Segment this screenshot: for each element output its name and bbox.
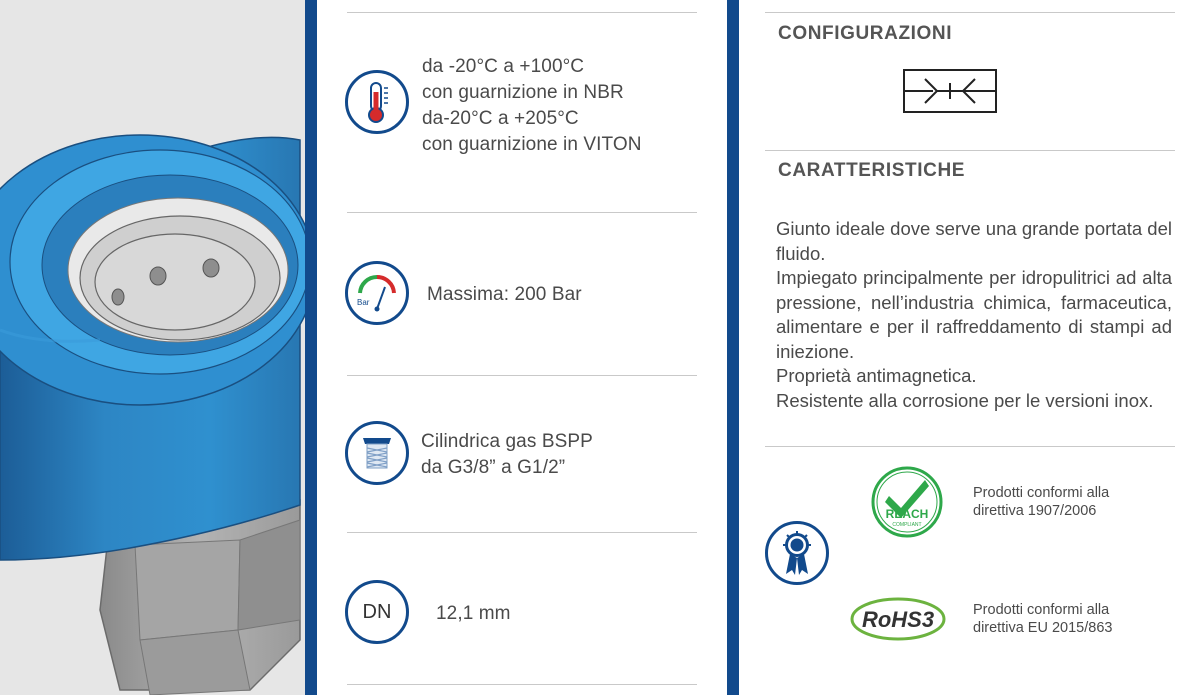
dn-icon-badge <box>345 580 409 644</box>
spec-line: con guarnizione in NBR <box>422 82 624 103</box>
separator <box>347 684 697 685</box>
gauge-unit-label: Bar <box>357 298 370 307</box>
temperature-range-text <box>422 54 642 158</box>
caratteristiche-description <box>776 217 1172 413</box>
cert-line: direttiva EU 2015/863 <box>973 620 1113 636</box>
spec-line: da -20°C a +100°C <box>422 56 585 77</box>
separator <box>765 12 1175 13</box>
dn-text: 12,1 mm <box>436 603 511 624</box>
left-divider-bar <box>305 0 317 695</box>
coupling-symbol-icon <box>903 69 997 113</box>
reach-compliance-text <box>973 484 1109 520</box>
description-paragraph: Proprietà antimagnetica. <box>776 365 977 386</box>
thread-icon <box>357 433 397 473</box>
spec-line: da G3/8” a G1/2” <box>421 457 566 478</box>
temperature-icon-badge <box>345 70 409 134</box>
description-paragraph: Impiegato principalmente per idropulitrici ad alta pressione, nell’industria chimica, farmaceutica, alimentare e per il raffreddamento di stampi ad iniezione. <box>776 267 1172 362</box>
description-paragraph: Resistente alla corrosione per le versioni inox. <box>776 389 1154 411</box>
product-image <box>0 0 306 695</box>
rohs-compliance-text <box>973 601 1112 637</box>
award-ribbon-icon <box>780 530 814 576</box>
caratteristiche-title: CARATTERISTICHE <box>778 160 966 181</box>
separator <box>347 375 697 376</box>
spec-line: da-20°C a +205°C <box>422 108 579 129</box>
separator <box>765 150 1175 151</box>
middle-divider-bar <box>727 0 739 695</box>
reach-logo <box>871 466 943 538</box>
cert-line: Prodotti conformi alla <box>973 485 1110 501</box>
dn-label: DN <box>362 600 392 623</box>
thread-icon-badge <box>345 421 409 485</box>
cert-line: direttiva 1907/2006 <box>973 503 1097 519</box>
reach-logo-subtext: COMPLIANT <box>892 522 922 528</box>
thermometer-icon <box>357 80 397 124</box>
spec-line: con guarnizione in VITON <box>422 134 642 155</box>
configurazioni-title: CONFIGURAZIONI <box>778 23 953 44</box>
spec-line: Cilindrica gas BSPP <box>421 431 593 452</box>
rohs-logo-text: RoHS3 <box>861 607 935 632</box>
pressure-text: Massima: 200 Bar <box>427 284 582 305</box>
separator <box>347 532 697 533</box>
rohs-logo <box>849 596 947 642</box>
separator <box>347 212 697 213</box>
cert-line: Prodotti conformi alla <box>973 602 1110 618</box>
pressure-icon-badge <box>345 261 409 325</box>
pressure-gauge-icon <box>354 273 400 313</box>
certification-icon-badge <box>765 521 829 585</box>
reach-logo-text: REACH <box>885 507 929 521</box>
description-paragraph: Giunto ideale dove serve una grande portata del fluido. <box>776 218 1172 264</box>
thread-text <box>421 429 593 481</box>
coupling-render <box>0 0 306 695</box>
separator <box>765 446 1175 447</box>
separator <box>347 12 697 13</box>
